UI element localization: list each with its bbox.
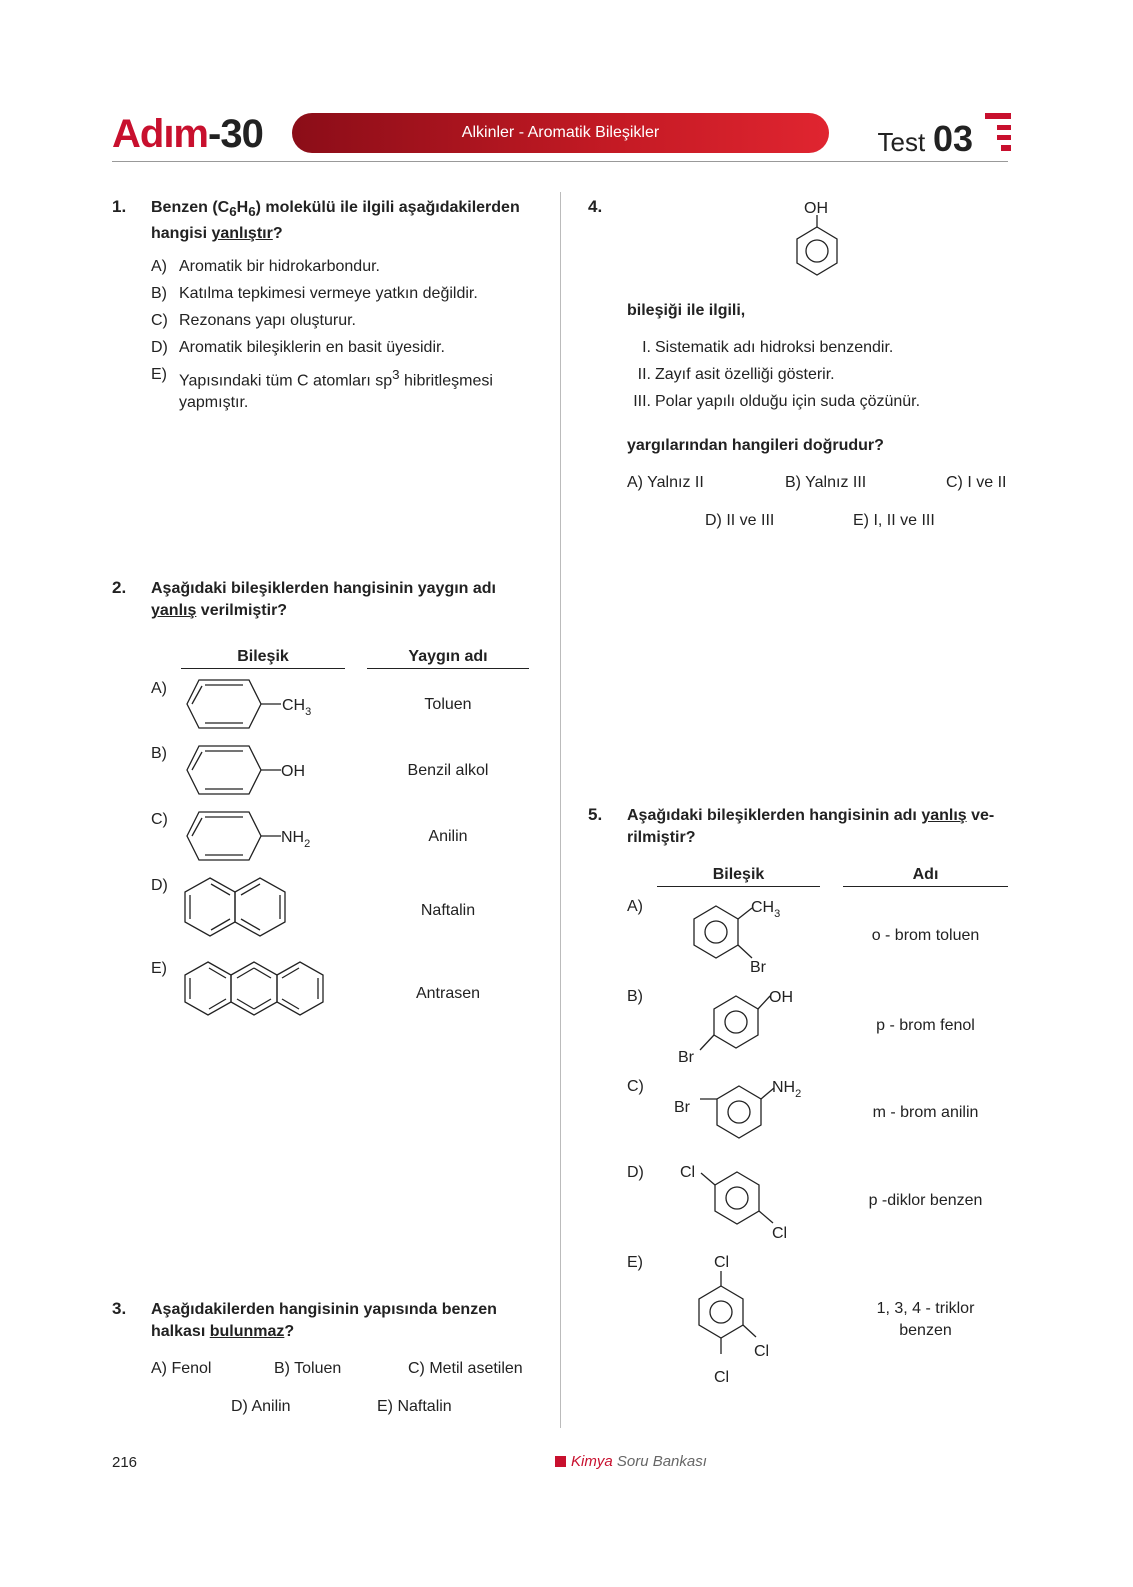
q4-option[interactable]: E) I, II ve III	[853, 512, 935, 529]
q2-number: 2.	[112, 578, 127, 597]
option-text-part: yapmıştır.	[179, 394, 249, 412]
q2-row-letter[interactable]: B)	[151, 745, 167, 762]
statement-text: Polar yapılı olduğu için suda çözünür.	[655, 393, 921, 410]
q4-statement	[627, 337, 920, 359]
brand-mark-icon	[983, 113, 1013, 153]
option-text: Rezonans yapı oluşturur.	[179, 312, 356, 329]
q5-row-letter[interactable]: C)	[627, 1078, 644, 1095]
q4-ask: yargılarından hangileri doğrudur?	[627, 437, 884, 454]
q4-option[interactable]: C) I ve II	[946, 474, 1007, 491]
q5-row-letter[interactable]: B)	[627, 988, 643, 1005]
series-logo	[112, 112, 263, 157]
q5-number: 5.	[588, 805, 603, 824]
q1-option[interactable]	[151, 283, 533, 305]
option-sup: 3	[392, 367, 400, 382]
q4-statement	[627, 391, 920, 413]
q4-option[interactable]: D) II ve III	[705, 512, 775, 529]
q5-name	[843, 1298, 1008, 1342]
page-number: 216	[112, 1454, 138, 1471]
topic-title: Alkinler - Aromatik Bileşikler	[461, 124, 660, 141]
q1-option[interactable]	[151, 364, 533, 414]
q5-col-compound: Bileşik	[657, 866, 820, 887]
option-letter: A)	[151, 258, 167, 275]
svg-text:CH3	[751, 899, 780, 920]
label-ch: CH	[751, 899, 775, 916]
q5-stem-part: rilmiştir?	[627, 829, 696, 846]
label-br: Br	[750, 959, 766, 976]
q5-row-letter[interactable]: D)	[627, 1164, 644, 1181]
substituent-label	[282, 697, 311, 718]
label-nh: NH	[772, 1079, 796, 1096]
logo-word: Adım	[112, 112, 208, 156]
sub-main: OH	[281, 763, 305, 780]
label-cl: Cl	[714, 1254, 730, 1271]
roman-numeral: I.	[642, 339, 651, 356]
q1-option[interactable]	[151, 310, 533, 332]
q5-stem-emph: yanlış	[921, 807, 967, 824]
q4-number: 4.	[588, 197, 603, 216]
q5-stem-part: ve-	[966, 807, 995, 824]
label-oh: OH	[769, 989, 793, 1006]
q3-option[interactable]: B) Toluen	[274, 1360, 342, 1377]
substituent-label	[281, 763, 305, 780]
label-sub: 3	[774, 908, 781, 920]
q4-lead: bileşiği ile ilgili,	[627, 302, 746, 319]
q1-stem-emph: yanlıştır	[211, 225, 273, 243]
benzene-ring-icon	[717, 1086, 761, 1138]
topic-banner	[292, 113, 829, 153]
q1-stem-part: Benzen (C	[151, 199, 230, 216]
book-title	[555, 1453, 707, 1470]
phenol-structure	[790, 195, 850, 297]
anthracene-ring-icon	[185, 962, 231, 1015]
q1-option[interactable]	[151, 256, 533, 278]
test-label	[877, 118, 973, 160]
q1-stem-part: ) molekülü ile ilgili aşağıdakilerden	[255, 199, 520, 216]
q5-stem	[627, 805, 1009, 849]
q1-options	[151, 256, 533, 414]
option-text: Katılma tepkimesi vermeye yatkın değildir.	[179, 285, 478, 302]
test-word: Test	[877, 127, 926, 157]
q5-structures	[660, 890, 820, 1390]
option-letter: B)	[151, 285, 167, 302]
q1-stem	[151, 197, 533, 245]
q5-name-line: 1, 3, 4 - triklor	[876, 1300, 975, 1317]
q1-sub: 6	[248, 204, 256, 220]
option-text: Aromatik bileşiklerin en basit üyesidir.	[179, 339, 445, 356]
label-cl: Cl	[714, 1369, 730, 1386]
q1-sub: 6	[229, 204, 237, 220]
option-letter: E)	[151, 366, 167, 383]
q4-statement	[627, 364, 920, 386]
logo-number: -30	[208, 112, 263, 156]
q4-option[interactable]: A) Yalnız II	[627, 474, 704, 491]
q4-option[interactable]: B) Yalnız III	[785, 474, 867, 491]
roman-numeral: III.	[633, 393, 651, 410]
q2-name: Antrasen	[415, 985, 481, 1002]
header-rule	[112, 161, 1008, 162]
sub-num: 2	[304, 838, 311, 850]
benzene-ring-icon	[187, 746, 261, 794]
benzene-ring-icon	[187, 680, 261, 728]
test-number: 03	[932, 118, 973, 159]
q3-option[interactable]: A) Fenol	[151, 1360, 212, 1377]
q5-name: p -diklor benzen	[868, 1192, 983, 1209]
q5-name-line: benzen	[899, 1322, 952, 1339]
statement-text: Zayıf asit özelliği gösterir.	[655, 366, 835, 383]
q2-row-letter[interactable]: C)	[151, 811, 168, 828]
q2-stem-part: verilmiştir?	[196, 602, 288, 619]
option-letter: D)	[151, 339, 168, 356]
q2-stem-emph: yanlış	[151, 602, 197, 619]
benzene-ring-icon	[699, 1286, 743, 1338]
q3-option[interactable]: C) Metil asetilen	[408, 1360, 523, 1377]
book-subject: Kimya	[571, 1453, 613, 1470]
q2-row-letter[interactable]: A)	[151, 680, 167, 697]
q5-stem-part: Aşağıdaki bileşiklerden hangisinin adı	[627, 807, 922, 824]
q1-option[interactable]	[151, 337, 533, 359]
benzene-ring-icon	[694, 906, 738, 958]
label-cl: Cl	[772, 1225, 788, 1242]
q2-name: Naftalin	[420, 902, 476, 919]
q5-col-name: Adı	[843, 866, 1008, 887]
q2-stem	[151, 578, 533, 622]
label-cl: Cl	[754, 1343, 770, 1360]
sub-main: NH	[281, 829, 305, 846]
option-letter: C)	[151, 312, 168, 329]
option-text-part: hibritleşmesi	[399, 372, 493, 390]
q2-col-name: Yaygın adı	[367, 648, 529, 669]
benzene-ring-icon	[714, 996, 758, 1048]
q2-name: Toluen	[424, 696, 472, 713]
benzene-ring-icon	[187, 812, 261, 860]
option-text-part: Yapısındaki tüm C atomları sp	[179, 372, 393, 390]
option-text	[179, 364, 533, 414]
q2-name: Benzil alkol	[407, 762, 489, 779]
benzene-ring-icon	[715, 1172, 759, 1224]
sub-num: 3	[305, 706, 312, 718]
q3-number: 3.	[112, 1299, 127, 1318]
q2-name: Anilin	[428, 828, 468, 845]
label-br: Br	[674, 1099, 690, 1116]
column-divider	[560, 192, 561, 1428]
q3-option[interactable]: D) Anilin	[231, 1398, 291, 1415]
q5-row-letter[interactable]: A)	[627, 898, 643, 915]
square-icon	[555, 1456, 566, 1467]
q5-name: o - brom toluen	[871, 927, 980, 944]
benzene-ring-icon	[797, 227, 837, 275]
q2-stem-part: Aşağıdaki bileşiklerden hangisinin yaygın adı	[151, 580, 496, 597]
q3-stem	[151, 1299, 533, 1343]
q1-stem-part: hangisi	[151, 225, 212, 243]
q2-row-letter[interactable]: D)	[151, 877, 168, 894]
label-br: Br	[678, 1049, 694, 1066]
q3-stem-part: ?	[284, 1323, 295, 1340]
q1-stem-part: ?	[272, 225, 283, 243]
book-series: Soru Bankası	[612, 1453, 707, 1470]
q2-structures	[175, 672, 365, 1032]
q2-col-compound: Bileşik	[181, 648, 345, 669]
q2-row-letter[interactable]: E)	[151, 960, 167, 977]
q5-row-letter[interactable]: E)	[627, 1254, 643, 1271]
q4-statements	[627, 337, 920, 413]
q3-stem-emph: bulunmaz	[209, 1323, 285, 1340]
statement-text: Sistematik adı hidroksi benzendir.	[655, 339, 894, 356]
option-text: Aromatik bir hidrokarbondur.	[179, 258, 380, 275]
q3-stem-part: halkası	[151, 1323, 210, 1340]
substituent-label	[281, 829, 310, 850]
q3-option[interactable]: E) Naftalin	[377, 1398, 452, 1415]
q5-name: p - brom fenol	[876, 1017, 975, 1034]
q3-stem-part: Aşağıdakilerden hangisinin yapısında benzen	[151, 1301, 497, 1318]
label-cl: Cl	[680, 1164, 696, 1181]
svg-text:NH2	[772, 1079, 801, 1100]
q1-stem-part: H	[236, 199, 249, 216]
naphthalene-ring-icon	[185, 878, 235, 936]
sub-main: CH	[282, 697, 306, 714]
label-sub: 2	[795, 1088, 802, 1100]
q5-name: m - brom anilin	[872, 1104, 979, 1121]
oh-label: OH	[804, 200, 828, 217]
roman-numeral: II.	[637, 366, 651, 383]
q1-number: 1.	[112, 197, 127, 216]
